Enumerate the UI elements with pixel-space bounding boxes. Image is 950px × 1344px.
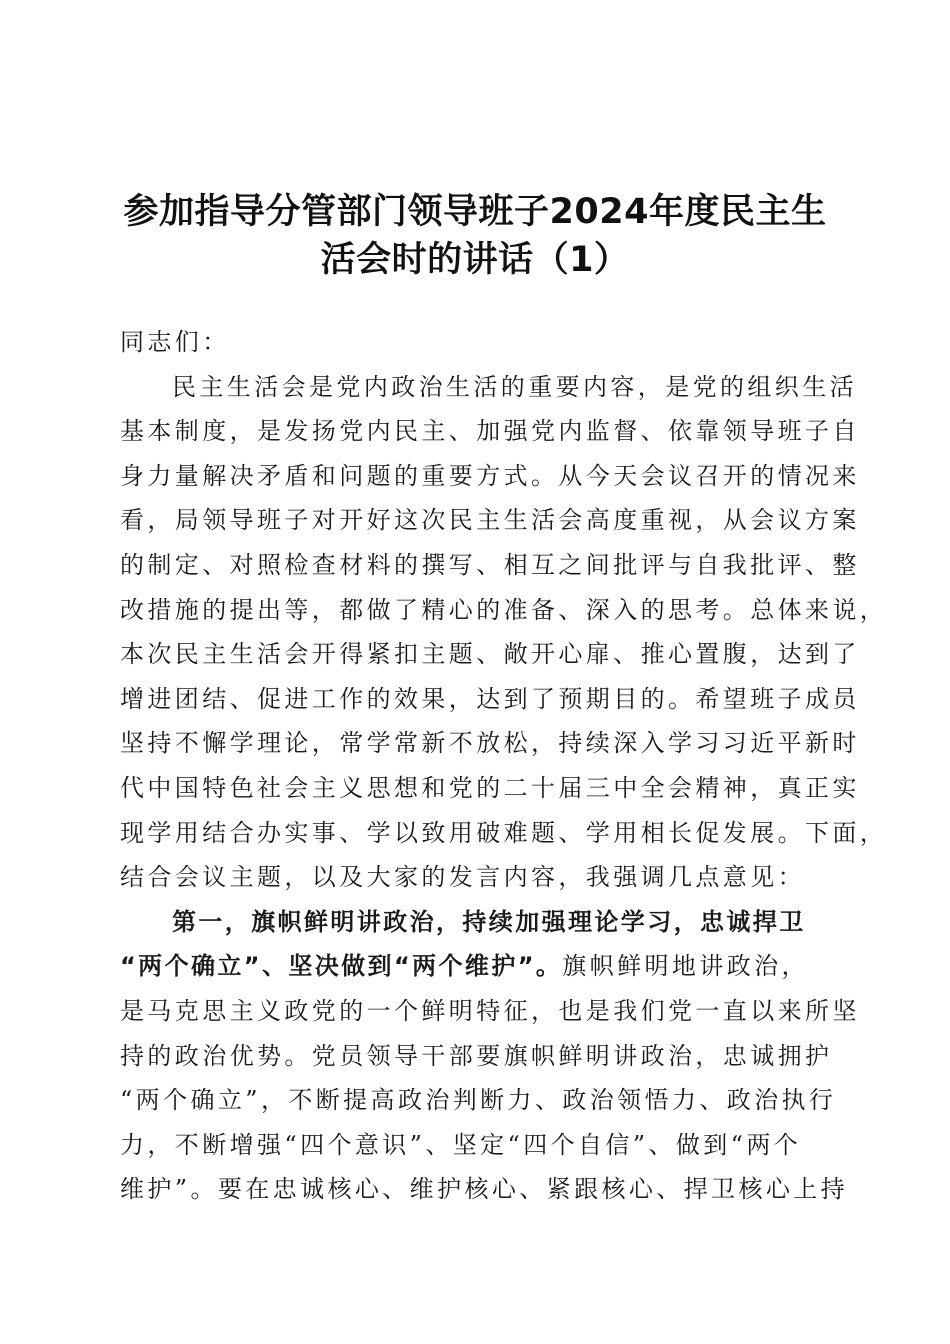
paragraph-1-line: 看，局领导班子对开好这次民主生活会高度重视，从会议方案 [120,506,860,535]
paragraph-1 [120,365,888,900]
paragraph-2-line: 持的政治优势。党员领导干部要旗帜鲜明讲政治，忠诚拥护 [120,1041,833,1070]
paragraph-1-line: 身力量解决矛盾和问题的重要方式。从今天会议召开的情况来 [120,461,860,490]
paragraph-1-line: 基本制度，是发扬党内民主、加强党内监督、依靠领导班子自 [120,417,860,446]
document-title [100,188,850,284]
title-line-2: 活会时的讲话（1） [320,240,630,280]
section-heading-line-2: “两个确立”、坚决做到“两个维护”。 [120,952,563,981]
salutation: 同志们： [120,328,230,356]
paragraph-2-line: 力，不断增强“四个意识”、坚定“四个自信”、做到“两个 [120,1130,802,1159]
paragraph-1-line: 增进团结、促进工作的效果，达到了预期目的。希望班子成员 [120,684,860,713]
title-line-1: 参加指导分管部门领导班子2024年度民主生 [123,192,827,232]
paragraph-1-line: 结合会议主题，以及大家的发言内容，我强调几点意见： [120,863,805,892]
paragraph-2-line: “两个确立”，不断提高政治判断力、政治领悟力、政治执行 [120,1086,837,1115]
paragraph-2-line: 维护”。要在忠诚核心、维护核心、紧跟核心、捍卫核心上持 [120,1175,849,1204]
paragraph-2-line-rest: 旗帜鲜明地讲政治， [562,952,809,981]
paragraph-1-line: 的制定、对照检查材料的撰写、相互之间批评与自我批评、整 [120,550,860,579]
paragraph-1-line: 坚持不懈学理论，常学常新不放松，持续深入学习习近平新时 [120,729,860,758]
section-heading-line-1: 第一，旗帜鲜明讲政治，持续加强理论学习，忠诚捍卫 [172,907,806,936]
document-body [120,320,888,1212]
paragraph-1-line: 改措施的提出等，都做了精心的准备、深入的思考。总体来说， [120,595,888,624]
paragraph-1-line: 现学用结合办实事、学以致用破难题、学用相长促发展。下面， [120,818,888,847]
paragraph-1-line: 民主生活会是党内政治生活的重要内容，是党的组织生活 [172,372,857,401]
paragraph-2-line: 是马克思主义政党的一个鲜明特征，也是我们党一直以来所坚 [120,996,860,1025]
paragraph-1-line: 代中国特色社会主义思想和党的二十届三中全会精神，真正实 [120,773,860,802]
paragraph-2-line [120,944,832,989]
paragraph-2 [120,900,860,1212]
paragraph-1-line: 本次民主生活会开得紧扣主题、敞开心扉、推心置腹，达到了 [120,640,860,669]
